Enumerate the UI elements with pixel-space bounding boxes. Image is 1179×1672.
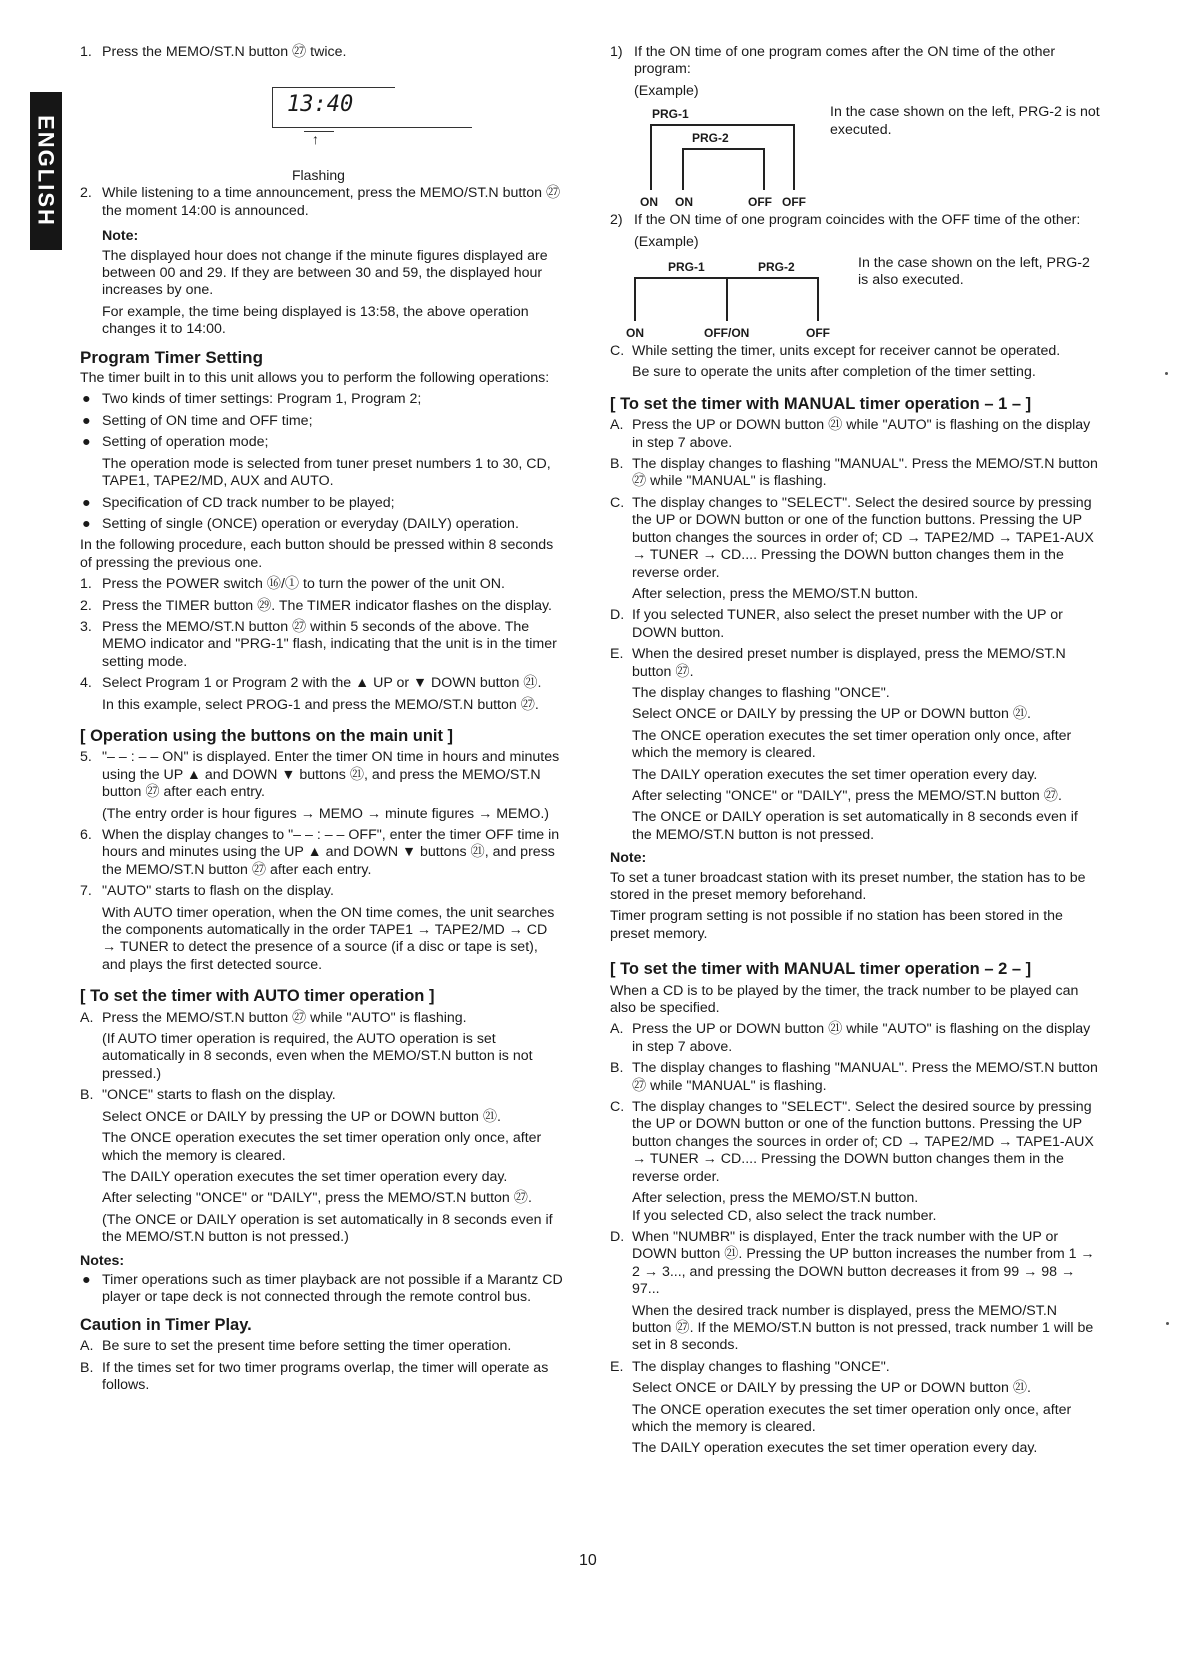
auto-step-sub: After selecting "ONCE" or "DAILY", press the MEMO/ST.N button ㉗.: [102, 1190, 532, 1207]
manual-1-step: A. Press the UP or DOWN button ㉑ while "AUTO" is flashing on the display in step 7 above.: [610, 417, 1091, 451]
auto-step-sub: The DAILY operation executes the set timer operation every day.: [102, 1168, 508, 1185]
manual-1-sub: After selection, press the MEMO/ST.N button.: [632, 585, 919, 602]
diagram-1-caption: In the case shown on the left, PRG-2 is not executed.: [830, 104, 1100, 138]
auto-step-sub: The ONCE operation executes the set timer operation only once, after which the memory is cleared.: [102, 1130, 542, 1164]
manual-1-sub: The ONCE or DAILY operation is set automatically in 8 seconds even if the MEMO/ST.N button is not pressed.: [632, 809, 1078, 843]
manual-2-sub: Select ONCE or DAILY by pressing the UP or DOWN button ㉑.: [632, 1380, 1031, 1397]
off-line: [817, 277, 819, 321]
manual-2-intro: When a CD is to be played by the timer, the track number to be played can also be specified.: [610, 982, 1079, 1017]
procedure-step: 7. "AUTO" starts to flash on the display.: [80, 883, 334, 900]
case-1: 1) If the ON time of one program comes after the ON time of the other program:: [610, 44, 1056, 78]
language-tab: [30, 92, 62, 250]
note-paragraph: For example, the time being displayed is 13:58, the above operation changes it to 14:00.: [102, 303, 529, 338]
clock-display: [272, 87, 395, 128]
procedure-step: 4. Select Program 1 or Program 2 with the ▲ UP or ▼ DOWN button ㉑.: [80, 675, 542, 692]
language-tab-label: ENGLISH: [33, 115, 59, 227]
auto-step-sub: (The ONCE or DAILY operation is set automatically in 8 seconds even if the MEMO/ST.N button is not pressed.): [102, 1211, 553, 1246]
diagram-2-labels: ON OFF/ON OFF: [626, 326, 830, 341]
scan-speck: [1165, 372, 1168, 375]
manual-2-heading: [ To set the timer with MANUAL timer operation – 2 – ]: [610, 960, 1032, 979]
program-timer-heading: Program Timer Setting: [80, 347, 263, 367]
procedure-step-sub: (The entry order is hour figures → MEMO → minute figures → MEMO.): [102, 805, 550, 822]
step-1: 1. Press the MEMO/ST.N button ㉗ twice.: [80, 44, 347, 60]
prg2-bar: [682, 148, 764, 150]
bullet-icon: ●: [82, 434, 91, 451]
prg1-off-line: [793, 124, 795, 190]
prg1-label: PRG-1: [668, 260, 705, 275]
caution-sub: Be sure to operate the units after completion of the timer setting.: [632, 364, 1036, 381]
manual-2-step: D. When "NUMBR" is displayed, Enter the track number with the UP or DOWN button ㉑. Pressing the UP button increases the number from 1 → 2 → 3..., and pressing the DOWN button decreases it from 99 → 98 → 97...: [610, 1228, 1095, 1298]
timing-diagram-1: [610, 104, 1100, 194]
bullet-icon: ●: [82, 391, 91, 408]
prg2-label: PRG-2: [758, 260, 795, 275]
manual-2-sub: After selection, press the MEMO/ST.N button.: [632, 1190, 919, 1207]
bullet-sub: The operation mode is selected from tuner preset numbers 1 to 30, CD, TAPE1, TAPE2/MD, AUX and AUTO.: [102, 455, 551, 490]
prg1-on-line: [650, 124, 652, 190]
procedure-step-sub: With AUTO timer operation, when the ON time comes, the unit searches the components automatically in the order TAPE1 → TAPE2/MD → CD → TUNER to detect the presence of a source (if a disc or tape is set), and plays the first detected source.: [102, 904, 555, 973]
note-paragraph: Timer program setting is not possible if no station has been stored in the preset memory.: [610, 908, 1063, 942]
example-label: (Example): [634, 82, 699, 99]
bullet-item: ● Specification of CD track number to be played;: [82, 494, 395, 511]
bullet-icon: ●: [82, 515, 91, 532]
example-label: (Example): [634, 233, 699, 250]
bullet-item: ● Setting of operation mode;: [82, 434, 269, 451]
bullet-icon: ●: [82, 1271, 91, 1288]
caution-heading: Caution in Timer Play.: [80, 1315, 252, 1334]
manual-1-step: B. The display changes to flashing "MANUAL". Press the MEMO/ST.N button ㉗ while "MANUAL" is flashing.: [610, 456, 1098, 490]
flashing-caption: Flashing: [292, 167, 345, 184]
caution-item: C. While setting the timer, units except for receiver cannot be operated.: [610, 343, 1061, 360]
bullet-item: ● Setting of ON time and OFF time;: [82, 412, 313, 429]
procedure-step: 3. Press the MEMO/ST.N button ㉗ within 5 seconds of the above. The MEMO indicator and "PRG-1" flash, indicating that the unit is in the timer setting mode.: [80, 618, 557, 670]
procedure-step: 6. When the display changes to "– – : – – OFF", enter the timer OFF time in hours and minutes using the UP ▲ and DOWN ▼ buttons ㉑, and press the MEMO/ST.N button ㉗ after each entry.: [80, 827, 560, 878]
procedure-step: 5. "– – : – – ON" is displayed. Enter the timer ON time in hours and minutes using the UP ▲ and DOWN ▼ buttons ㉑, and press the MEMO/ST.N button ㉗ after each entry.: [80, 749, 560, 801]
manual-1-sub: The ONCE operation executes the set timer operation only once, after which the memory is cleared.: [632, 727, 1072, 762]
program-intro: The timer built in to this unit allows you to perform the following operations:: [80, 370, 550, 387]
auto-timer-heading: [ To set the timer with AUTO timer operation ]: [80, 987, 435, 1006]
case-2: 2) If the ON time of one program coincides with the OFF time of the other:: [610, 212, 1081, 229]
manual-1-step: E. When the desired preset number is displayed, press the MEMO/ST.N button ㉗.: [610, 646, 1066, 680]
bullet-item: ● Setting of single (ONCE) operation or everyday (DAILY) operation.: [82, 515, 519, 532]
procedure-step: 1. Press the POWER switch ⑯/① to turn the power of the unit ON.: [80, 576, 505, 593]
prg2-off-line: [763, 148, 765, 190]
manual-2-step: C. The display changes to "SELECT". Select the desired source by pressing the UP or DOWN button or one of the function buttons. Pressing the UP button changes the sources in order of; CD → TAPE2/MD → TAPE1-AUX → TUNER → CD.... Pressing the DOWN button changes them in the reverse order.: [610, 1099, 1094, 1185]
auto-step-sub: Select ONCE or DAILY by pressing the UP or DOWN button ㉑.: [102, 1108, 501, 1125]
manual-1-sub: After selecting "ONCE" or "DAILY", press the MEMO/ST.N button ㉗.: [632, 787, 1062, 804]
manual-1-step: D. If you selected TUNER, also select the preset number with the UP or DOWN button.: [610, 607, 1063, 641]
offon-line: [726, 277, 728, 321]
up-arrow-icon: ↑: [312, 131, 319, 148]
note-label: Note:: [102, 228, 139, 245]
left-column: [80, 44, 563, 1398]
manual-2-sub: If you selected CD, also select the track number.: [632, 1207, 937, 1224]
timing-diagram-2: [610, 255, 1100, 325]
manual-2-step: E. The display changes to flashing "ONCE".: [610, 1358, 890, 1375]
right-column: [610, 44, 1100, 1462]
procedure-note: In the following procedure, each button should be pressed within 8 seconds of pressing the previous one.: [80, 537, 554, 571]
page-number: 10: [579, 1552, 597, 1569]
on-line: [634, 277, 636, 321]
procedure-step: 2. Press the TIMER button ㉙. The TIMER indicator flashes on the display.: [80, 597, 553, 614]
manual-1-heading: [ To set the timer with MANUAL timer operation – 1 – ]: [610, 394, 1032, 413]
procedure-step-sub: In this example, select PROG-1 and press the MEMO/ST.N button ㉗.: [102, 696, 539, 713]
display-underline: [272, 127, 472, 128]
caution-item: A. Be sure to set the present time before setting the timer operation.: [80, 1338, 512, 1355]
prg2-label: PRG-2: [692, 131, 729, 146]
diagram-2-caption: In the case shown on the left, PRG-2 is also executed.: [858, 255, 1090, 289]
note-paragraph: To set a tuner broadcast station with its preset number, the station has to be stored in the preset memory beforehand.: [610, 869, 1086, 903]
bullet-icon: ●: [82, 494, 91, 511]
prg1-label: PRG-1: [652, 107, 689, 122]
clock-display-value: 13:40: [287, 92, 354, 118]
auto-step: A. Press the MEMO/ST.N button ㉗ while "AUTO" is flashing.: [80, 1009, 467, 1026]
manual-2-step: A. Press the UP or DOWN button ㉑ while "AUTO" is flashing on the display in step 7 above.: [610, 1021, 1091, 1055]
caution-item: B. If the times set for two timer programs overlap, the timer will operate as follows.: [80, 1359, 549, 1393]
display-tick: [304, 131, 334, 132]
prg2-on-line: [682, 148, 684, 190]
notes-bullet: ● Timer operations such as timer playback are not possible if a Marantz CD player or tape deck is not connected through the remote control bus.: [82, 1271, 563, 1306]
step-2: 2. While listening to a time announcement, press the MEMO/ST.N button ㉗ the moment 14:00 is announced.: [80, 185, 561, 219]
manual-2-step: B. The display changes to flashing "MANUAL". Press the MEMO/ST.N button ㉗ while "MANUAL" is flashing.: [610, 1060, 1098, 1094]
manual-2-sub: When the desired track number is displayed, press the MEMO/ST.N button ㉗. If the MEMO/ST.N button is not pressed, track number 1 will be set in 8 seconds.: [632, 1302, 1094, 1354]
bullet-item: ● Two kinds of timer settings: Program 1, Program 2;: [82, 391, 422, 408]
manual-1-sub: The DAILY operation executes the set timer operation every day.: [632, 766, 1038, 783]
note-label: Note:: [610, 850, 647, 867]
prg1-bar: [650, 124, 794, 126]
diagram-1-labels: ON ON OFF OFF: [640, 195, 806, 210]
bullet-icon: ●: [82, 412, 91, 429]
manual-2-sub: The ONCE operation executes the set timer operation only once, after which the memory is cleared.: [632, 1401, 1072, 1435]
manual-1-step: C. The display changes to "SELECT". Select the desired source by pressing the UP or DOWN button or one of the function buttons. Pressing the UP button changes the sources in order of; CD → TAPE2/MD → TAPE1-AUX → TUNER → CD.... Pressing the DOWN button changes them in the reverse order.: [610, 494, 1094, 581]
auto-step: B. "ONCE" starts to flash on the display.: [80, 1087, 336, 1104]
notes-label: Notes:: [80, 1252, 125, 1269]
manual-2-sub: The DAILY operation executes the set timer operation every day.: [632, 1440, 1038, 1457]
clock-display-figure: [80, 65, 563, 185]
main-unit-heading: [ Operation using the buttons on the main unit ]: [80, 726, 454, 745]
note-paragraph: The displayed hour does not change if the minute figures displayed are between 00 and 29. If they are between 30 and 59, the displayed hour increases by one.: [102, 247, 548, 299]
scan-speck: [1166, 1322, 1169, 1325]
auto-step-sub: (If AUTO timer operation is required, the AUTO operation is set automatically in 8 seconds, even when the MEMO/ST.N button is not pressed.): [102, 1031, 533, 1082]
manual-1-sub: The display changes to flashing "ONCE".: [632, 684, 890, 701]
manual-1-sub: Select ONCE or DAILY by pressing the UP or DOWN button ㉑.: [632, 706, 1031, 723]
